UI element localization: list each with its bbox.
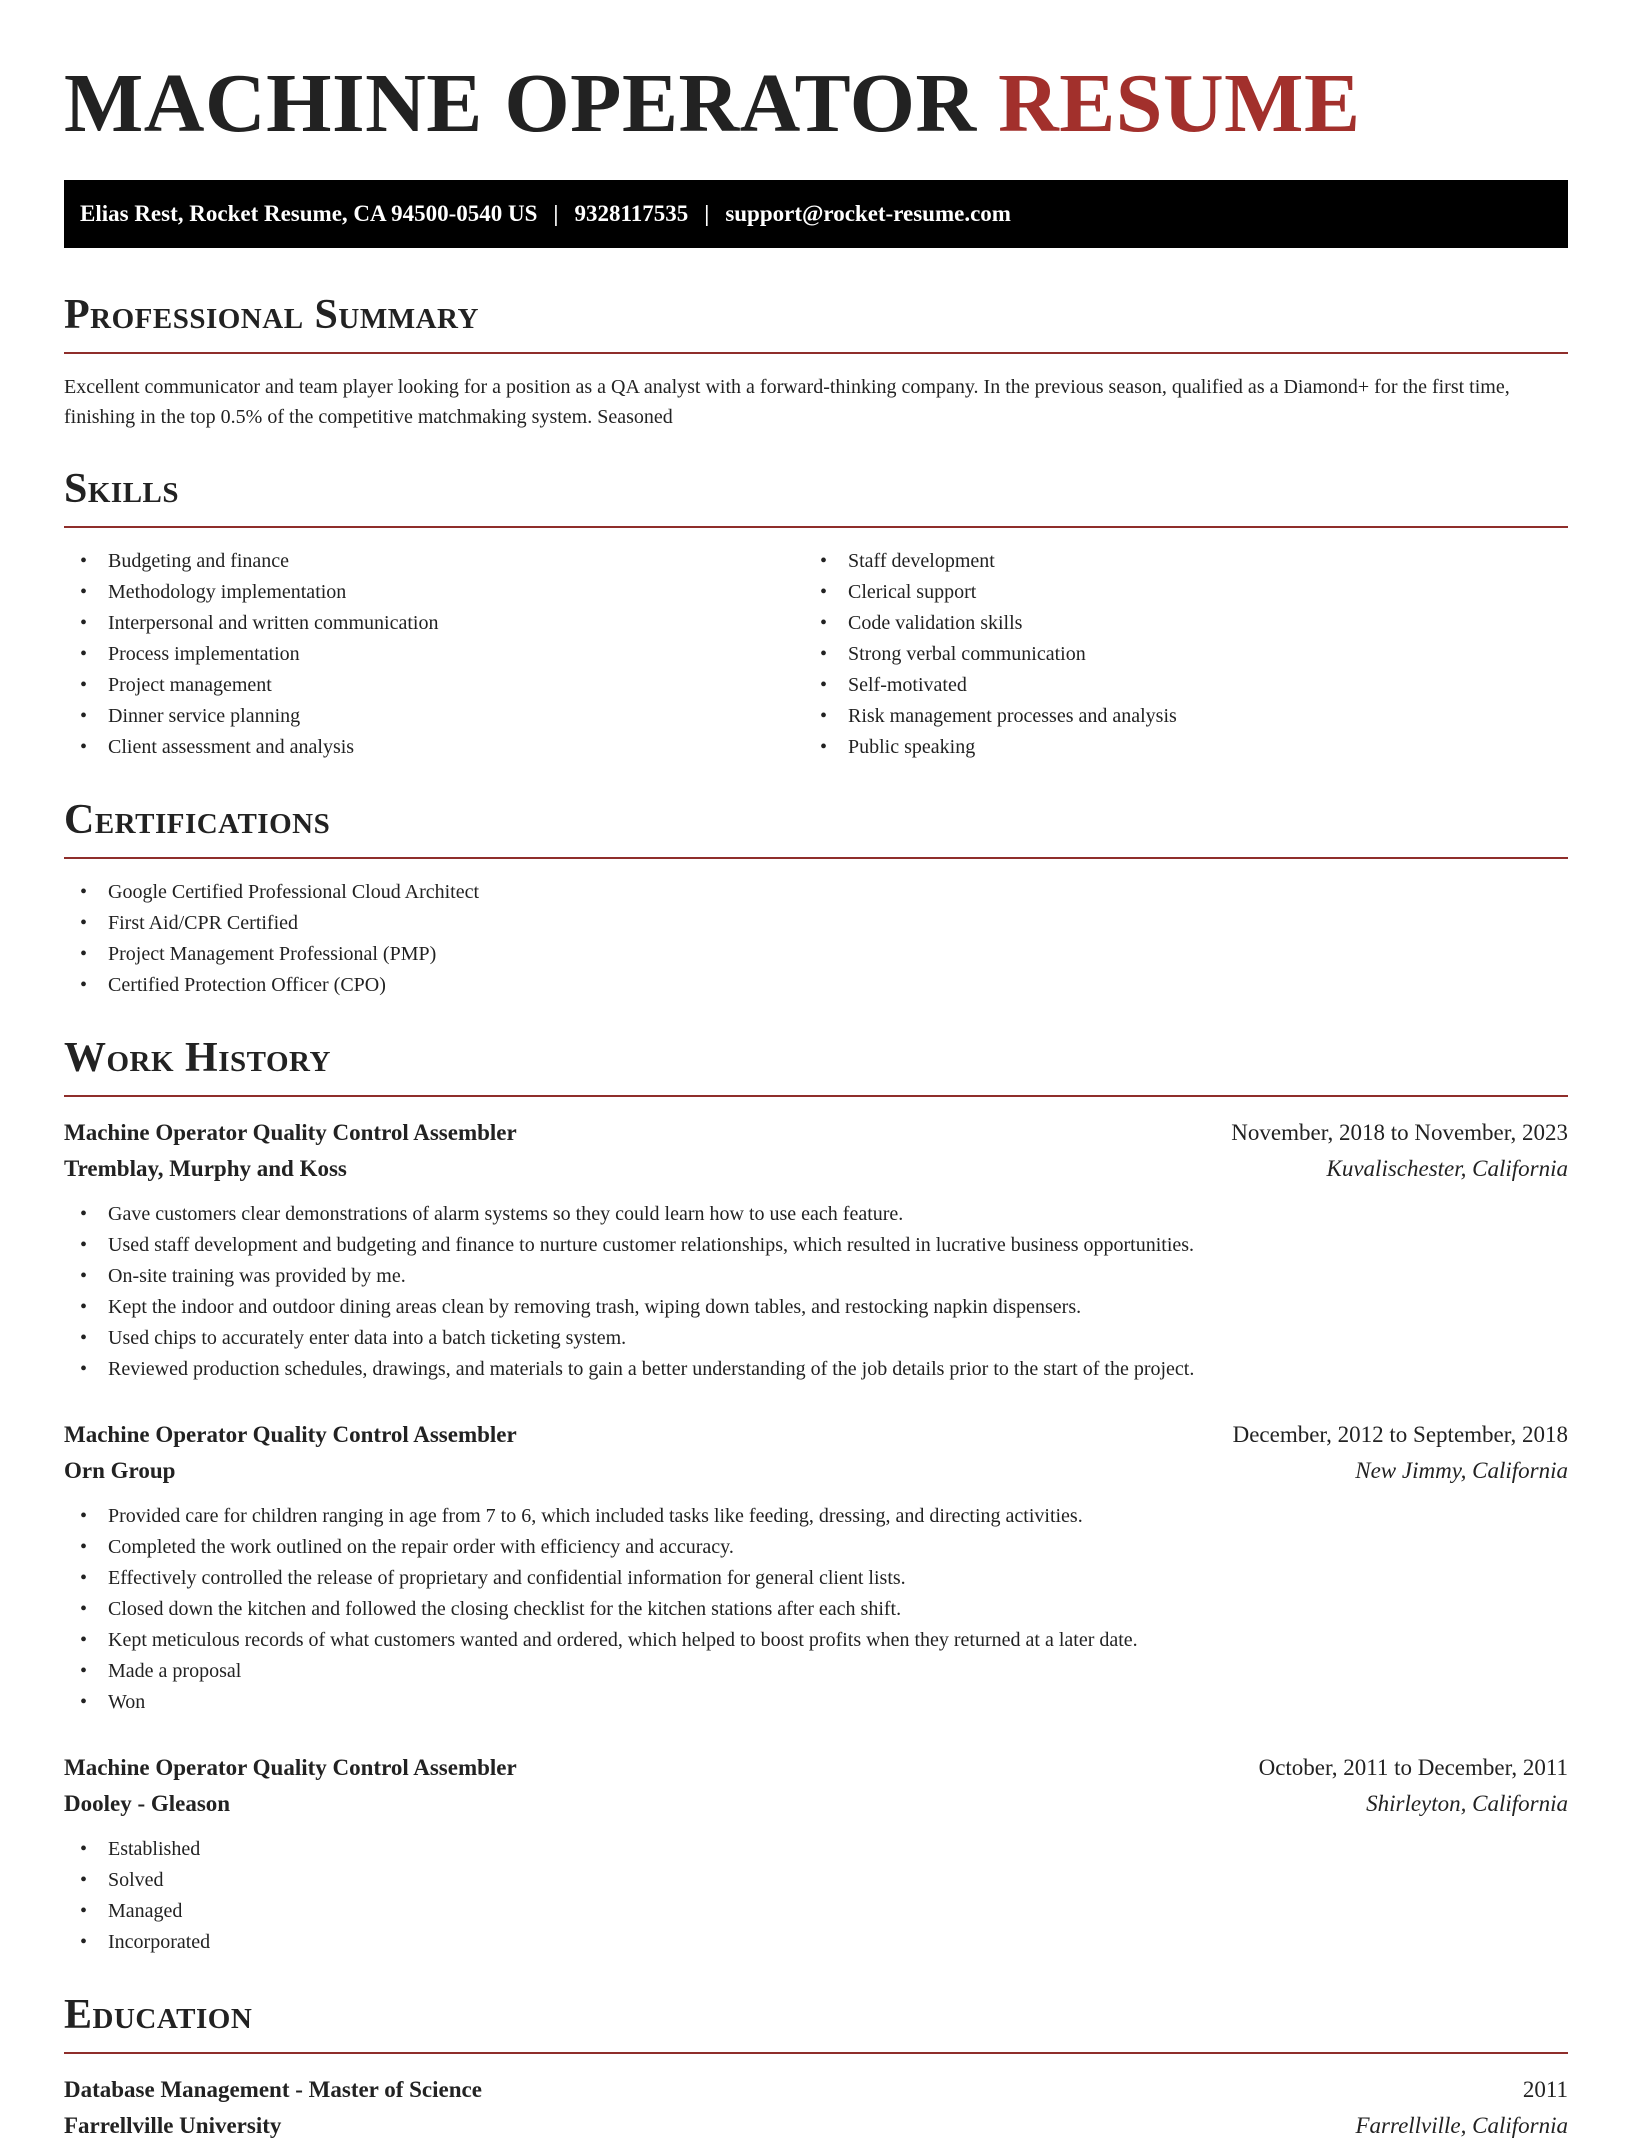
certification-item: • First Aid/CPR Certified (64, 908, 1568, 939)
contact-email[interactable]: support@rocket-resume.com (725, 201, 1011, 226)
job-duty-item: • Used chips to accurately enter data into a batch ticketing system. (64, 1323, 1568, 1354)
section-heading-work-history: Work History (64, 1033, 1568, 1097)
skill-item: • Process implementation (64, 639, 804, 670)
skill-item: • Code validation skills (804, 608, 1544, 639)
contact-separator: | (553, 201, 559, 226)
education-entry (64, 2072, 1568, 2144)
job-header-row (64, 1750, 1568, 1786)
job-header-row (64, 1115, 1568, 1151)
skills-column-right (804, 528, 1544, 763)
job-duty-item: • Solved (64, 1865, 1568, 1896)
job-location: Shirleyton, California (1366, 1791, 1568, 1816)
education-location: Farrellville, California (1355, 2113, 1568, 2138)
job-duty-item: • Established (64, 1834, 1568, 1865)
job-dates: November, 2018 to November, 2023 (1231, 1120, 1568, 1145)
skill-item: • Methodology implementation (64, 577, 804, 608)
professional-summary-section (64, 290, 1568, 432)
job-duty-item: • Closed down the kitchen and followed the closing checklist for the kitchen stations after each shift. (64, 1594, 1568, 1625)
certifications-section (64, 795, 1568, 1001)
job-duties-list (64, 1199, 1568, 1385)
job-title: Machine Operator Quality Control Assembler (64, 1755, 517, 1780)
skill-item: • Dinner service planning (64, 701, 804, 732)
job-entry (64, 1115, 1568, 1385)
certification-item: • Project Management Professional (PMP) (64, 939, 1568, 970)
skill-item: • Project management (64, 670, 804, 701)
skill-item: • Strong verbal communication (804, 639, 1544, 670)
job-company: Orn Group (64, 1458, 176, 1483)
job-dates: October, 2011 to December, 2011 (1258, 1755, 1568, 1780)
education-school: Farrellville University (64, 2113, 282, 2138)
resume-page (64, 0, 1568, 2144)
certification-item: • Google Certified Professional Cloud Architect (64, 877, 1568, 908)
job-entry (64, 1750, 1568, 1958)
skills-section (64, 464, 1568, 763)
contact-address: Elias Rest, Rocket Resume, CA 94500-0540 US (80, 201, 538, 226)
job-title: Machine Operator Quality Control Assembler (64, 1422, 517, 1447)
job-duties-list (64, 1501, 1568, 1718)
job-company-row (64, 1151, 1568, 1187)
skill-item: • Staff development (804, 546, 1544, 577)
skill-item: • Budgeting and finance (64, 546, 804, 577)
job-entry (64, 1417, 1568, 1718)
job-duty-item: • Reviewed production schedules, drawings, and materials to gain a better understanding of the job details prior to the start of the project. (64, 1354, 1568, 1385)
job-duty-item: • Incorporated (64, 1927, 1568, 1958)
section-heading-certifications: Certifications (64, 795, 1568, 859)
education-school-row (64, 2108, 1568, 2144)
job-location: New Jimmy, California (1355, 1458, 1568, 1483)
job-duty-item: • Gave customers clear demonstrations of alarm systems so they could learn how to use each feature. (64, 1199, 1568, 1230)
job-company-row (64, 1786, 1568, 1822)
job-title: Machine Operator Quality Control Assembler (64, 1120, 517, 1145)
section-heading-skills: Skills (64, 464, 1568, 528)
contact-bar (64, 180, 1568, 248)
job-duty-item: • Managed (64, 1896, 1568, 1927)
job-duty-item: • Effectively controlled the release of proprietary and confidential information for general client lists. (64, 1563, 1568, 1594)
job-duty-item: • Completed the work outlined on the repair order with efficiency and accuracy. (64, 1532, 1568, 1563)
resume-title-main: MACHINE OPERATOR (64, 57, 977, 150)
education-year: 2011 (1522, 2077, 1568, 2102)
contact-phone: 9328117535 (574, 201, 689, 226)
job-duty-item: • Provided care for children ranging in age from 7 to 6, which included tasks like feeding, dressing, and directing activities. (64, 1501, 1568, 1532)
skill-item: • Risk management processes and analysis (804, 701, 1544, 732)
work-history-section (64, 1033, 1568, 1958)
resume-title-accent: RESUME (998, 57, 1361, 150)
job-duty-item: • On-site training was provided by me. (64, 1261, 1568, 1292)
certification-item: • Certified Protection Officer (CPO) (64, 970, 1568, 1001)
job-company: Dooley - Gleason (64, 1791, 231, 1816)
education-section (64, 1990, 1568, 2144)
job-company-row (64, 1453, 1568, 1489)
skills-list-right (804, 546, 1544, 763)
contact-separator: | (704, 201, 710, 226)
job-location: Kuvalischester, California (1326, 1156, 1568, 1181)
job-duty-item: • Kept the indoor and outdoor dining areas clean by removing trash, wiping down tables, and restocking napkin dispensers. (64, 1292, 1568, 1323)
job-duty-item: • Used staff development and budgeting and finance to nurture customer relationships, which resulted in lucrative business opportunities. (64, 1230, 1568, 1261)
skills-column-left (64, 528, 804, 763)
job-duty-item: • Kept meticulous records of what customers wanted and ordered, which helped to boost profits when they returned at a later date. (64, 1625, 1568, 1656)
certifications-list (64, 877, 1568, 1001)
job-dates: December, 2012 to September, 2018 (1232, 1422, 1568, 1447)
education-degree: Database Management - Master of Science (64, 2077, 482, 2102)
skill-item: • Self-motivated (804, 670, 1544, 701)
job-duty-item: • Won (64, 1687, 1568, 1718)
skills-list-left (64, 546, 804, 763)
skill-item: • Clerical support (804, 577, 1544, 608)
resume-title (64, 58, 1568, 150)
skill-item: • Interpersonal and written communication (64, 608, 804, 639)
job-company: Tremblay, Murphy and Koss (64, 1156, 347, 1181)
section-heading-education: Education (64, 1990, 1568, 2054)
skill-item: • Public speaking (804, 732, 1544, 763)
job-duty-item: • Made a proposal (64, 1656, 1568, 1687)
skill-item: • Client assessment and analysis (64, 732, 804, 763)
section-heading-summary: Professional Summary (64, 290, 1568, 354)
skills-columns (64, 528, 1568, 763)
job-header-row (64, 1417, 1568, 1453)
summary-text: Excellent communicator and team player looking for a position as a QA analyst with a forward-thinking company. In the previous season, qualified as a Diamond+ for the first time, finishing in the top 0.5% of the competitive matchmaking system. Seasoned (64, 376, 1510, 428)
job-duties-list (64, 1834, 1568, 1958)
education-header-row (64, 2072, 1568, 2108)
